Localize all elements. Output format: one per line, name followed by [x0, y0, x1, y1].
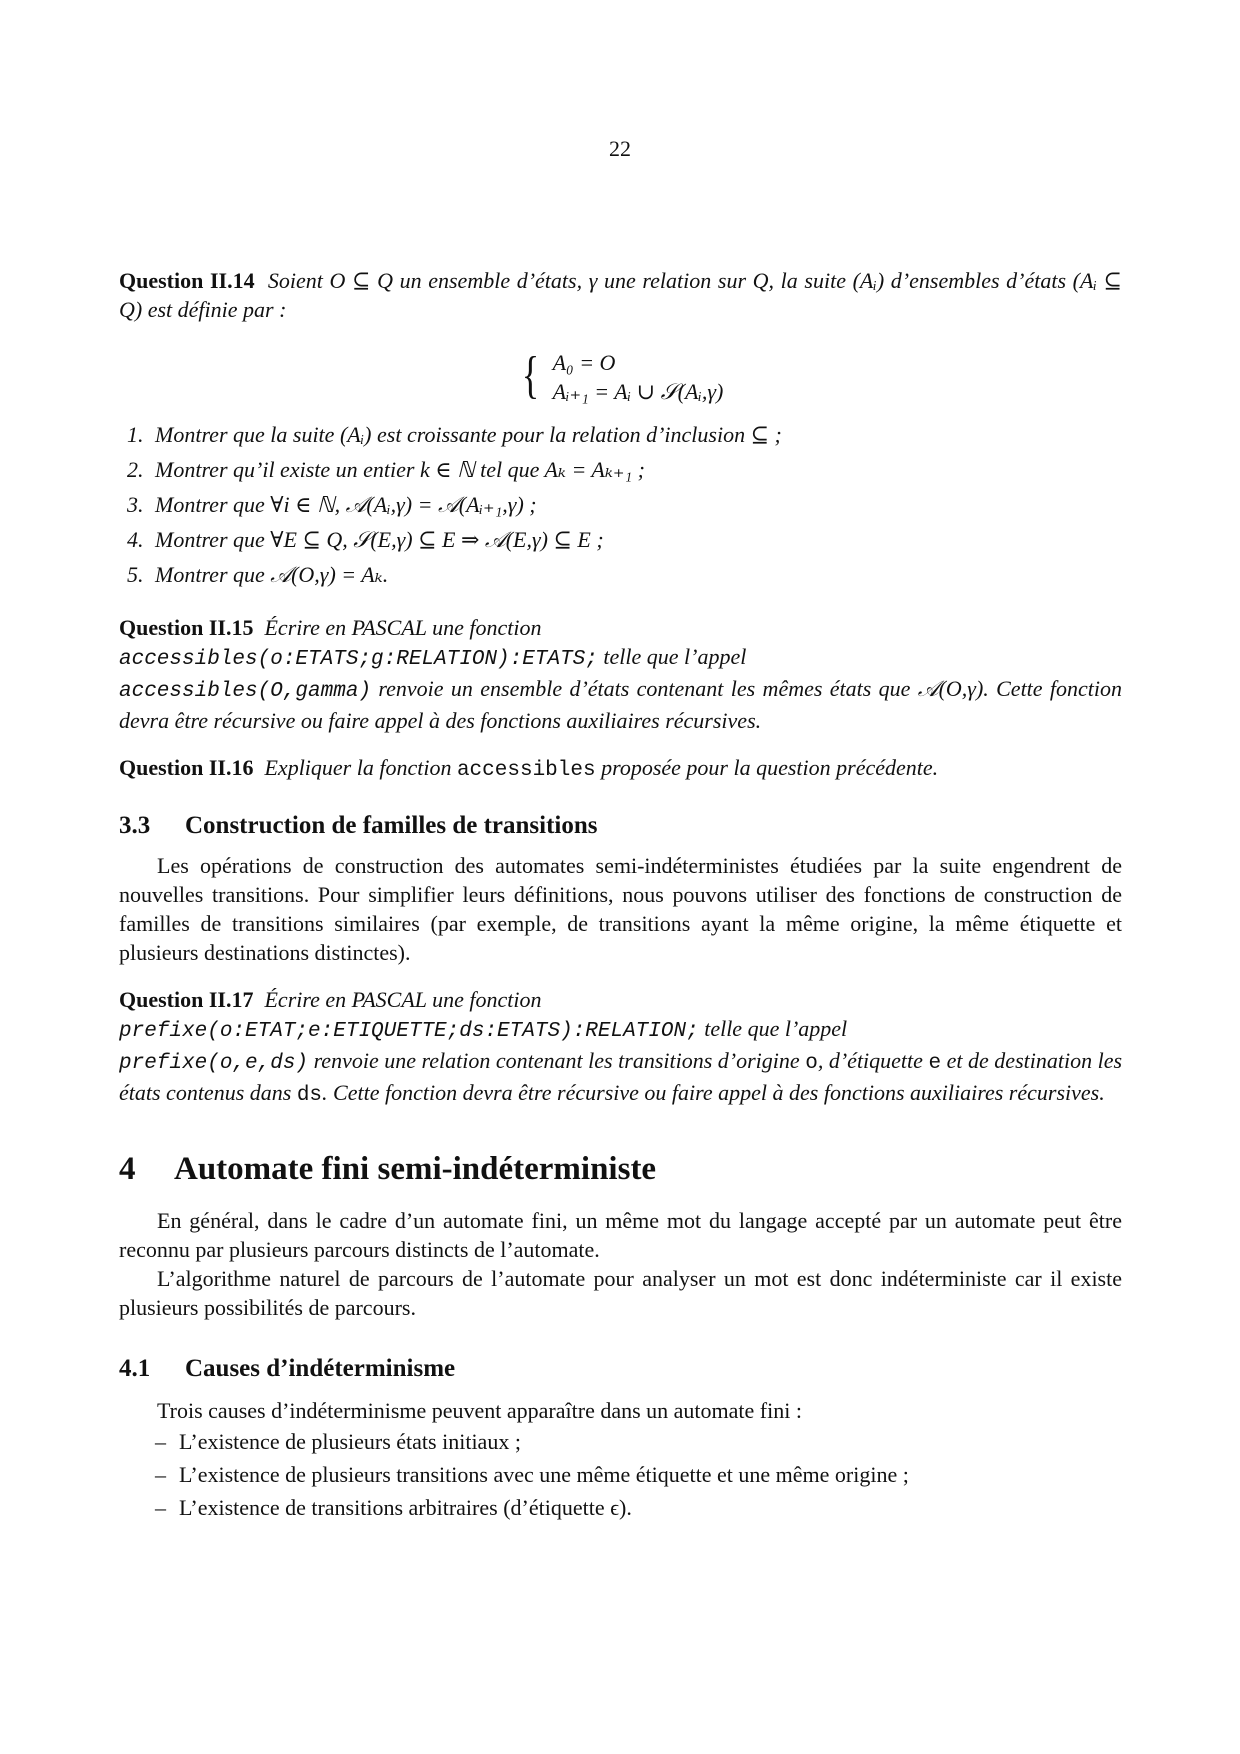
chapter-number: 4 [119, 1151, 136, 1187]
question-text: proposée pour la question précédente. [601, 755, 939, 780]
code-inline: ds [296, 1084, 323, 1107]
function-signature: prefixe(o:ETAT;e:ETIQUETTE;ds:ETATS):RELATION; [119, 1020, 699, 1043]
question-intro: Écrire en PASCAL une fonction [264, 615, 542, 640]
sequence-definition [119, 348, 1122, 406]
question-ii-16 [119, 753, 1122, 785]
sub-question-list [119, 420, 1122, 589]
section-title: Construction de familles de transitions [185, 812, 598, 839]
chapter-title: Automate fini semi-indéterministe [174, 1151, 657, 1187]
paragraph: L’algorithme naturel de parcours de l’automate pour analyser un mot est donc indéterministe car il existe plusieurs possibilités de parcours. [119, 1266, 1122, 1320]
paragraph: Trois causes d’indéterminisme peuvent apparaître dans un automate fini : [157, 1398, 802, 1423]
sub-question: 4. Montrer que ∀E ⊆ Q, 𝒮(E,γ) ⊆ E ⇒ 𝒜(E,γ) ⊆ E ; [149, 525, 1122, 554]
question-text: et de destination les états contenus dans [119, 1048, 1123, 1105]
list-item: – L’existence de transitions arbitraires (d’étiquette ϵ). [119, 1493, 1122, 1522]
function-call: prefixe(o,e,ds) [119, 1052, 309, 1075]
list-item: – L’existence de plusieurs états initiaux ; [119, 1427, 1122, 1456]
question-label: Question II.15 [119, 615, 254, 640]
sub-question: 5. Montrer que 𝒜(O,γ) = Aₖ. [149, 560, 1122, 589]
question-label: Question II.16 [119, 755, 254, 780]
question-text: telle que l’appel [704, 1016, 848, 1041]
section-number: 3.3 [119, 812, 151, 839]
question-ii-15 [119, 613, 1122, 735]
function-signature: accessibles(o:ETATS;g:RELATION):ETATS; [119, 648, 598, 671]
section-title: Causes d’indéterminisme [185, 1355, 456, 1382]
paragraph: En général, dans le cadre d’un automate fini, un même mot du langage accepté par un automate peut être reconnu par plusieurs parcours distincts de l’automate. [119, 1208, 1122, 1262]
question-ii-17 [119, 985, 1122, 1110]
question-text: , d’étiquette [817, 1048, 923, 1073]
question-intro: Écrire en PASCAL une fonction [264, 987, 542, 1012]
question-text: renvoie une relation contenant les transitions d’origine [313, 1048, 800, 1073]
sub-question: 1. Montrer que la suite (Aᵢ) est croissante pour la relation d’inclusion ⊆ ; [149, 420, 1122, 449]
page-content [119, 266, 1122, 1526]
question-label: Question II.14 [119, 268, 255, 293]
code-inline: accessibles [456, 759, 596, 782]
section-number: 4.1 [119, 1355, 151, 1382]
brace-symbol: { [521, 347, 539, 404]
page-number: 22 [609, 136, 631, 161]
question-text: telle que l’appel [603, 644, 747, 669]
question-text: . Cette fonction devra être récursive ou faire appel à des fonctions auxiliaires récursives. [322, 1080, 1105, 1105]
question-text: renvoie un ensemble d’états contenant les mêmes états que 𝒜(O,γ). Cette fonction devra être récursive ou faire appel à des fonctions auxiliaires récursives. [119, 676, 1123, 733]
code-inline: e [928, 1052, 942, 1075]
question-text: Expliquer la fonction [264, 755, 452, 780]
question-ii-14 [119, 266, 1122, 324]
chapter-heading [119, 1148, 1122, 1190]
section-heading [119, 809, 1122, 843]
code-inline: o [805, 1052, 818, 1075]
function-call: accessibles(O,gamma) [119, 680, 372, 703]
question-text: Soient O ⊆ Q un ensemble d’états, γ une relation sur Q, la suite (Aᵢ) d’ensembles d’états (Aᵢ ⊆ Q) est définie par : [119, 268, 1122, 322]
sub-question: 3. Montrer que ∀i ∈ ℕ, 𝒜(Aᵢ,γ) = 𝒜(Aᵢ₊₁,γ) ; [149, 490, 1122, 519]
list-item: – L’existence de plusieurs transitions avec une même étiquette et une même origine ; [119, 1460, 1122, 1489]
question-label: Question II.17 [119, 987, 254, 1012]
equation-line: A₀ = O [552, 350, 616, 375]
section-heading [119, 1352, 1122, 1386]
sub-question: 2. Montrer qu’il existe un entier k ∈ ℕ tel que Aₖ = Aₖ₊₁ ; [149, 455, 1122, 484]
causes-list [119, 1427, 1122, 1522]
equation-line: Aᵢ₊₁ = Aᵢ ∪ 𝒮(Aᵢ,γ) [552, 379, 724, 404]
paragraph: Les opérations de construction des automates semi-indéterministes étudiées par la suite engendrent de nouvelles transitions. Pour simplifier leurs définitions, nous pouvons utiliser des fonctions de construction de familles de transitions similaires (par exemple, de transitions ayant la même origine, la même étiquette et plusieurs destinations distinctes). [119, 853, 1122, 965]
